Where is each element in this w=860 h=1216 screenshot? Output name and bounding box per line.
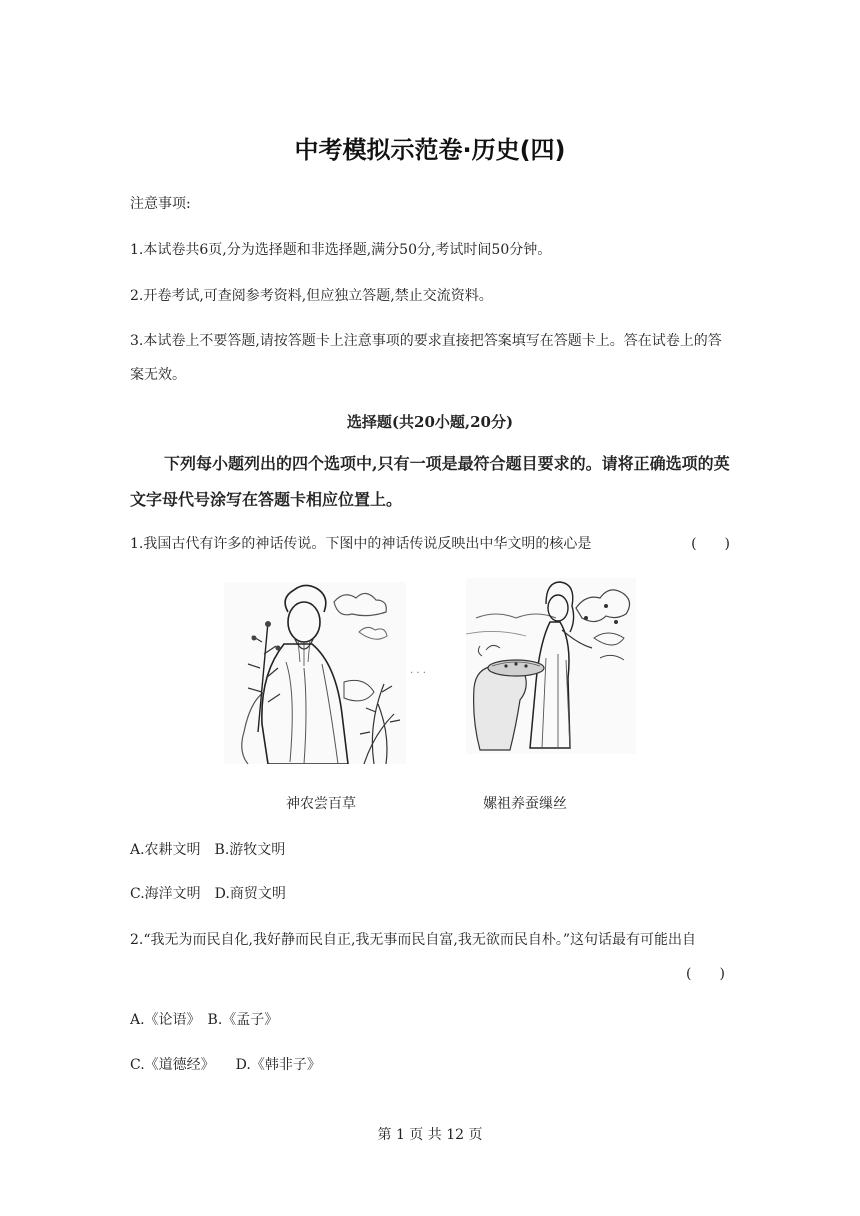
instruction-text: 下列每小题列出的四个选项中,只有一项是最符合题目要求的。请将正确选项的英文字母代号涂写在答题卡相应位置上。 bbox=[130, 454, 730, 509]
caption-leizu: 嫘祖养蚕缫丝 bbox=[483, 796, 567, 812]
notice-item-3: 3.本试卷上不要答题,请按答题卡上注意事项的要求直接把答案填写在答题卡上。答在试卷上的答案无效。 bbox=[130, 333, 722, 383]
question-2-options-cd: C.《道德经》 D.《韩非子》 bbox=[130, 1057, 321, 1073]
image-separator-dots: · · · bbox=[410, 668, 426, 679]
question-2-options-ab: A.《论语》 B.《孟子》 bbox=[130, 1012, 279, 1028]
caption-shennong: 神农尝百草 bbox=[286, 796, 356, 812]
notice-item-1: 1.本试卷共6页,分为选择题和非选择题,满分50分,考试时间50分钟。 bbox=[130, 242, 552, 258]
notice-item-2: 2.开卷考试,可查阅参考资料,但应独立答题,禁止交流资料。 bbox=[130, 288, 493, 304]
section-heading: 选择题(共20小题,20分) bbox=[346, 413, 514, 431]
notice-heading: 注意事项: bbox=[130, 196, 191, 212]
leizu-illustration bbox=[466, 578, 636, 754]
shennong-illustration bbox=[224, 582, 406, 764]
question-1-options-cd: C.海洋文明 D.商贸文明 bbox=[130, 886, 286, 902]
question-1 bbox=[130, 534, 730, 554]
question-2-answer-paren: ( ) bbox=[686, 966, 725, 982]
page-title: 中考模拟示范卷·历史(四) bbox=[294, 136, 566, 164]
question-1-answer-paren: ( ) bbox=[691, 536, 730, 552]
page-footer: 第 1 页 共 12 页 bbox=[377, 1127, 483, 1143]
question-1-stem: 1.我国古代有许多的神话传说。下图中的神话传说反映出中华文明的核心是 bbox=[130, 536, 592, 552]
question-1-options-ab: A.农耕文明 B.游牧文明 bbox=[130, 842, 286, 858]
question-2-stem: 2.“我无为而民自化,我好静而民自正,我无事而民自富,我无欲而民自朴。”这句话最有可能出自 bbox=[130, 932, 697, 948]
